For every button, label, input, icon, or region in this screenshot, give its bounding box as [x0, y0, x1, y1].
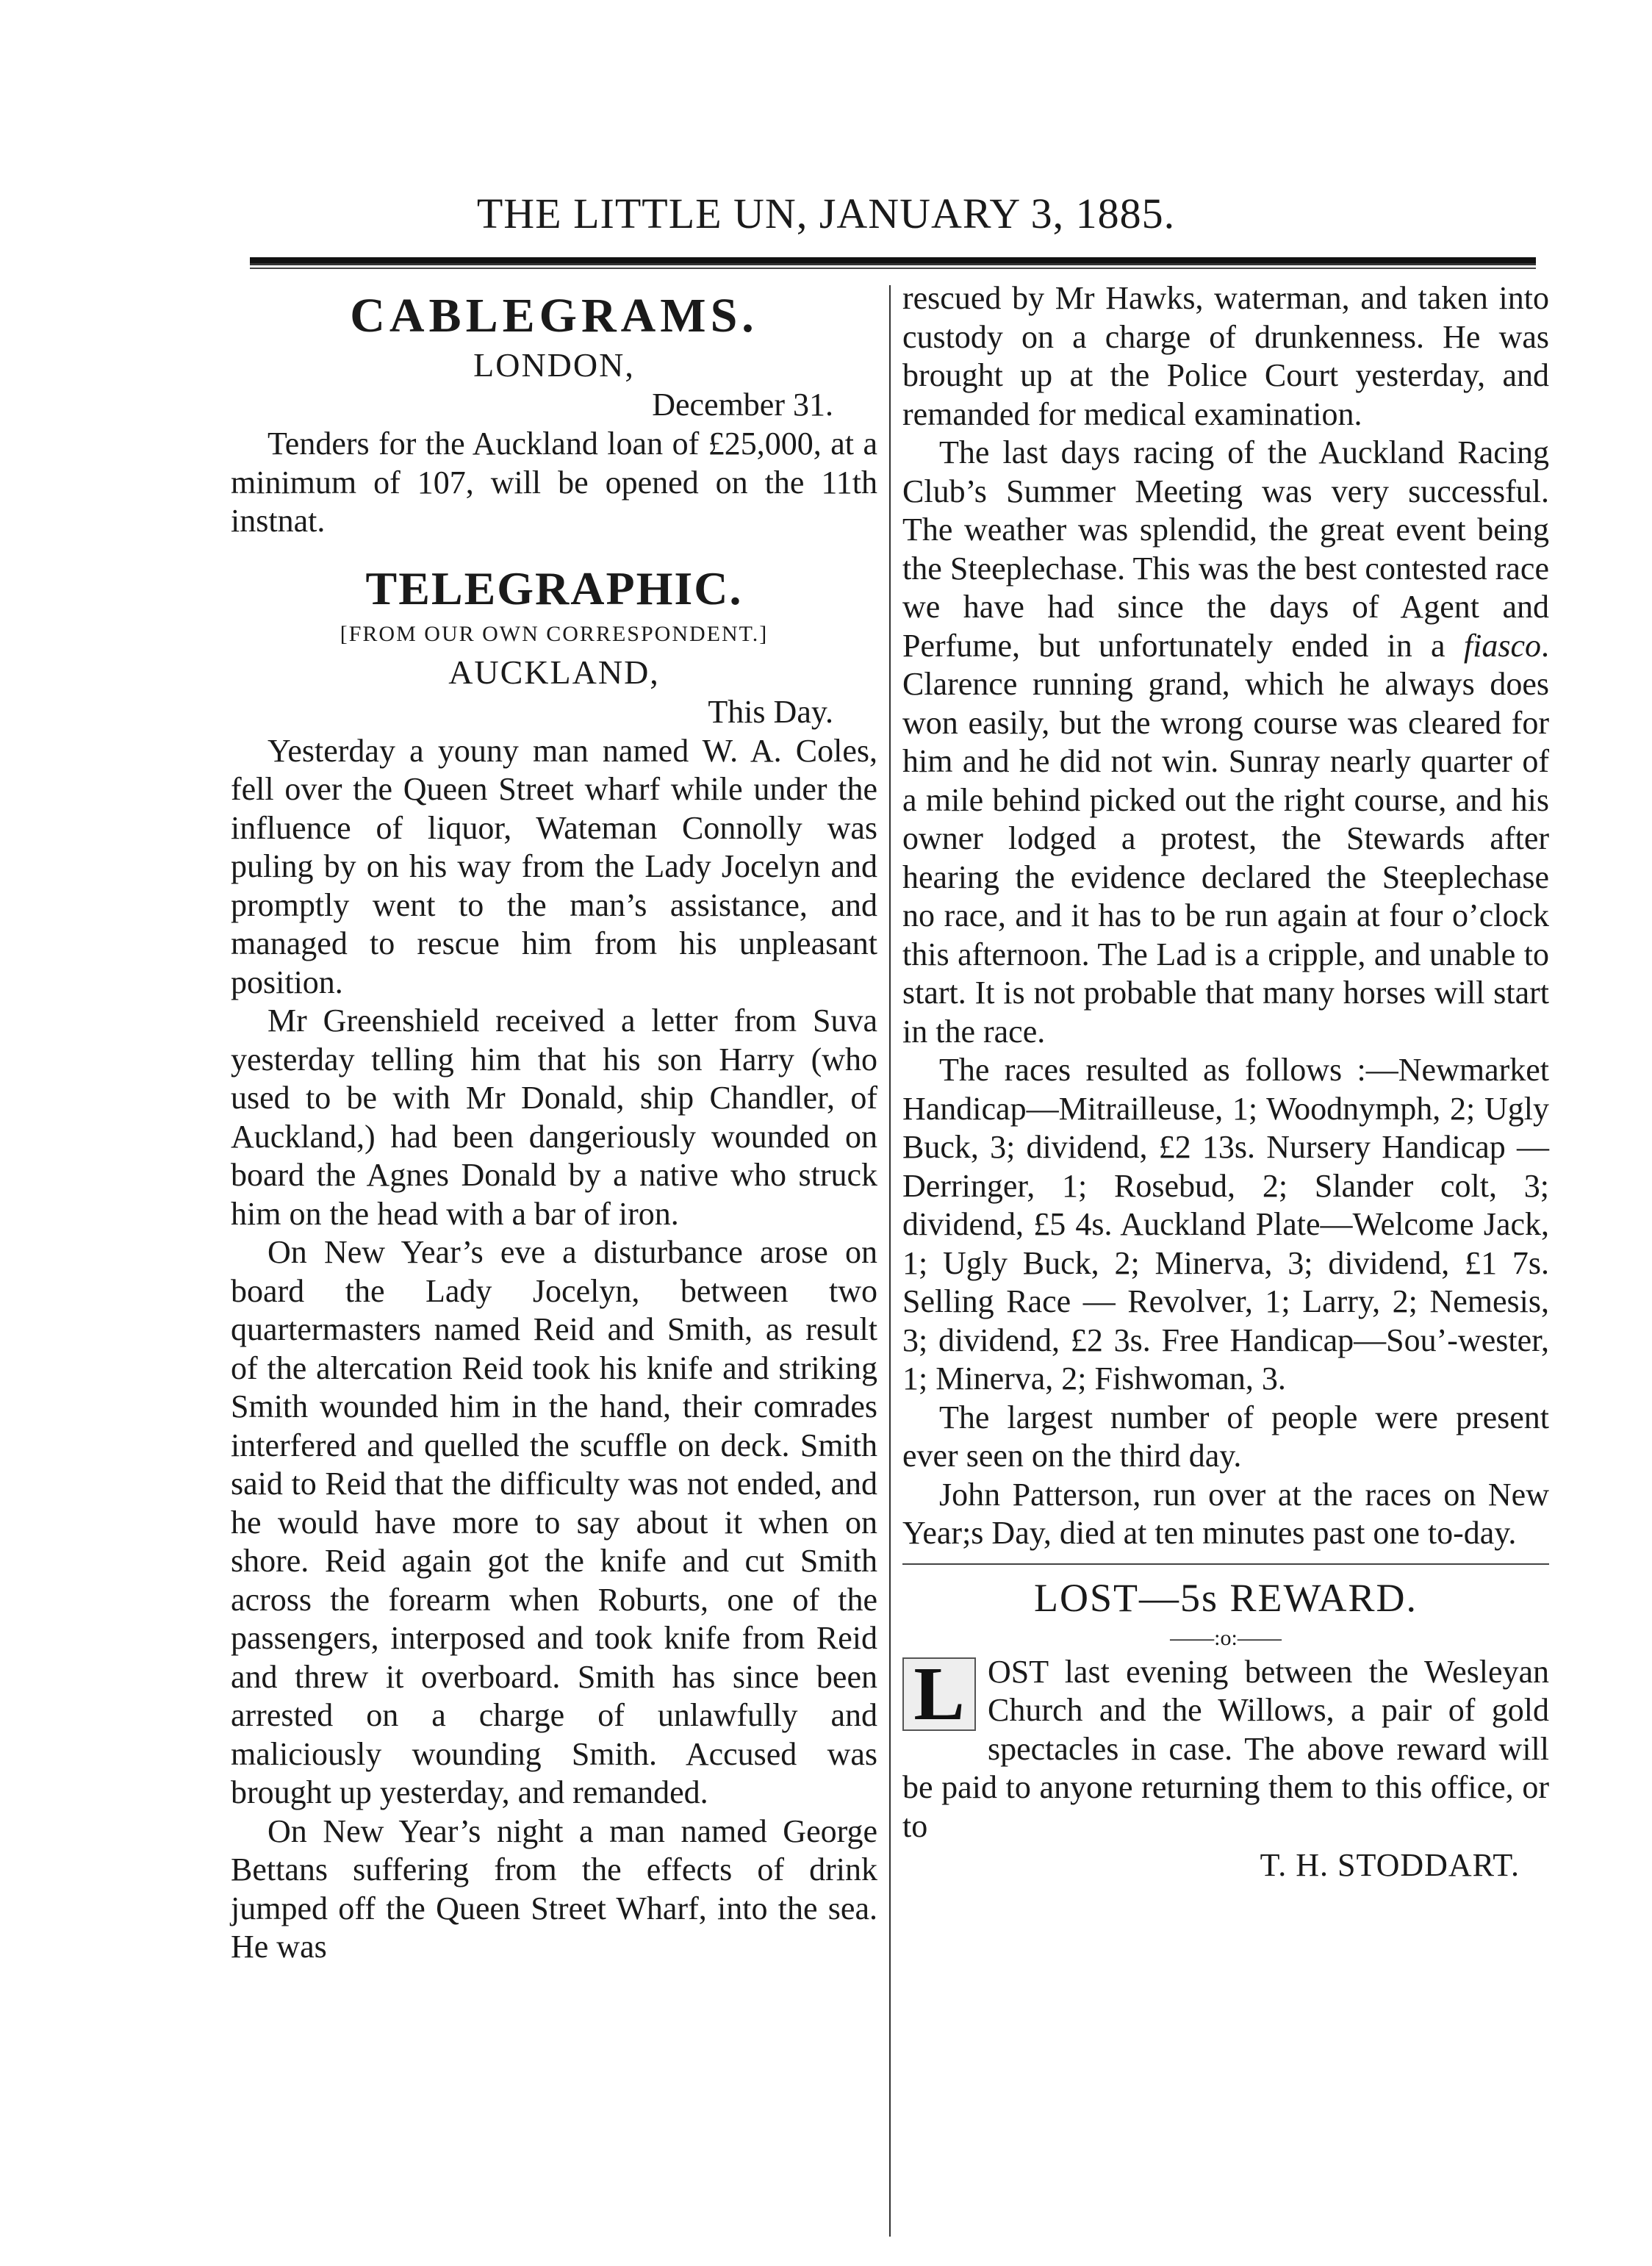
telegraphic-dateline-date: This Day.: [708, 693, 833, 730]
article-paragraph: The largest number of people were present ever seen on the third day.: [902, 1399, 1549, 1474]
cable-dateline-date: December 31.: [652, 387, 833, 423]
article-paragraph: rescued by Mr Hawks, waterman, and taken into custody on a charge of drunkenness. He was brought up at the Police Court yesterday, and remanded for medical examination.: [902, 280, 1549, 432]
notice-signature: T. H. STODDART.: [1260, 1847, 1520, 1883]
article-paragraph: On New Year’s night a man named George Bettans suffering from the effects of drink jumped off the Queen Street Wharf, into the sea. He was: [231, 1813, 877, 1965]
page-masthead: THE LITTLE UN, JANUARY 3, 1885.: [476, 190, 1176, 237]
cable-dateline-place: LONDON,: [473, 346, 635, 384]
masthead-rule: [250, 257, 1536, 265]
cablegrams-heading: CABLEGRAMS.: [350, 289, 758, 343]
left-column: [231, 279, 877, 1967]
right-column: [902, 279, 1549, 1885]
masthead-rule-thin: [250, 268, 1536, 269]
racing-paragraph: [902, 434, 1549, 1051]
article-paragraph: On New Year’s eve a disturbance arose on board the Lady Jocelyn, between two quartermasters named Reid and Smith, as result of the altercation Reid took his knife and striking Smith wounded him in the hand, their comrades interfered and quelled the scuffle on deck. Smith said to Reid that the difficulty was not ended, and he would have more to say about it when on shore. Reid again got the knife and cut Smith across the forearm when Roburts, one of the passengers, interposed and took knife from Reid and threw it overboard. Smith has since been arrested on a charge of unlawfully and maliciously wounding Smith. Accused was brought up yesterday, and remanded.: [231, 1234, 877, 1810]
article-paragraph: Mr Greenshield received a letter from Suva yesterday telling him that his son Harry (who used to be with Mr Donald, ship Chandler, of Auckland,) had been dangeriously wounded on board the Agnes Donald by a native who struck him on the head with a bar of iron.: [231, 1003, 877, 1232]
drop-cap: L: [902, 1657, 976, 1731]
lost-notice-paragraph: [902, 1653, 1549, 1846]
racing-text-start: The last days racing of the Auckland Racing Club’s Summer Meeting was very successful. The weather was splendid, the great event being the Steeplechase. This was the best contested race we have had since the days of Agent and Perfume, but unfortunately ended in a: [902, 434, 1549, 664]
race-results-paragraph: The races resulted as follows :—Newmarket Handicap—Mitrailleuse, 1; Woodnymph, 2; Ugly Buck, 3; dividend, £2 13s. Nursery Handicap —Derringer, 1; Rosebud, 2; Slander colt, 3; dividend, £5 4s. Auckland Plate—Welcome Jack, 1; Ugly Buck, 2; Minerva, 3; dividend, £1 7s. Selling Race — Revolver, 1; Larry, 2; Nemesis, 3; dividend, £2 3s. Free Handicap—Sou’-wester, 1; Minerva, 2; Fishwoman, 3.: [902, 1052, 1549, 1396]
column-divider: [889, 285, 891, 2237]
section-rule: [902, 1563, 1549, 1565]
article-paragraph: Yesterday a youny man named W. A. Coles, fell over the Queen Street wharf while under the influence of liquor, Wateman Connolly was puling by on his way from the Lady Jocelyn and promptly went to the man’s assistance, and managed to rescue him from his unpleasant position.: [231, 732, 877, 1000]
ornament-divider: ——:o:——: [1170, 1625, 1282, 1650]
telegraphic-heading: TELEGRAPHIC.: [365, 562, 743, 614]
cable-paragraph: Tenders for the Auckland loan of £25,000, at a minimum of 107, will be opened on the 11th instnat.: [231, 426, 877, 539]
telegraphic-dateline-place: AUCKLAND,: [448, 653, 660, 691]
racing-text-end: . Clarence running grand, which he always does won easily, but the wrong course was cleared for him and he did not win. Sunray nearly quarter of a mile behind picked out the right course, and his owner lodged a protest, the Stewards after hearing the evidence declared the Steeplechase no race, and it has to be run again at four o’clock this afternoon. The Lad is a cripple, and unable to start. It is not probable that many horses will start in the race.: [902, 627, 1549, 1050]
lost-notice-text: OST last evening between the Wesleyan Church and the Willows, a pair of gold spectacles in case. The above reward will be paid to anyone returning them to this office, or to: [902, 1653, 1549, 1844]
article-paragraph: John Patterson, run over at the races on New Year;s Day, died at ten minutes past one to-day.: [902, 1476, 1549, 1551]
racing-text-italic: fiasco: [1463, 627, 1541, 664]
lost-reward-heading: LOST—5s REWARD.: [1033, 1575, 1418, 1620]
correspondent-line: [FROM OUR OWN CORRESPONDENT.]: [340, 621, 769, 646]
